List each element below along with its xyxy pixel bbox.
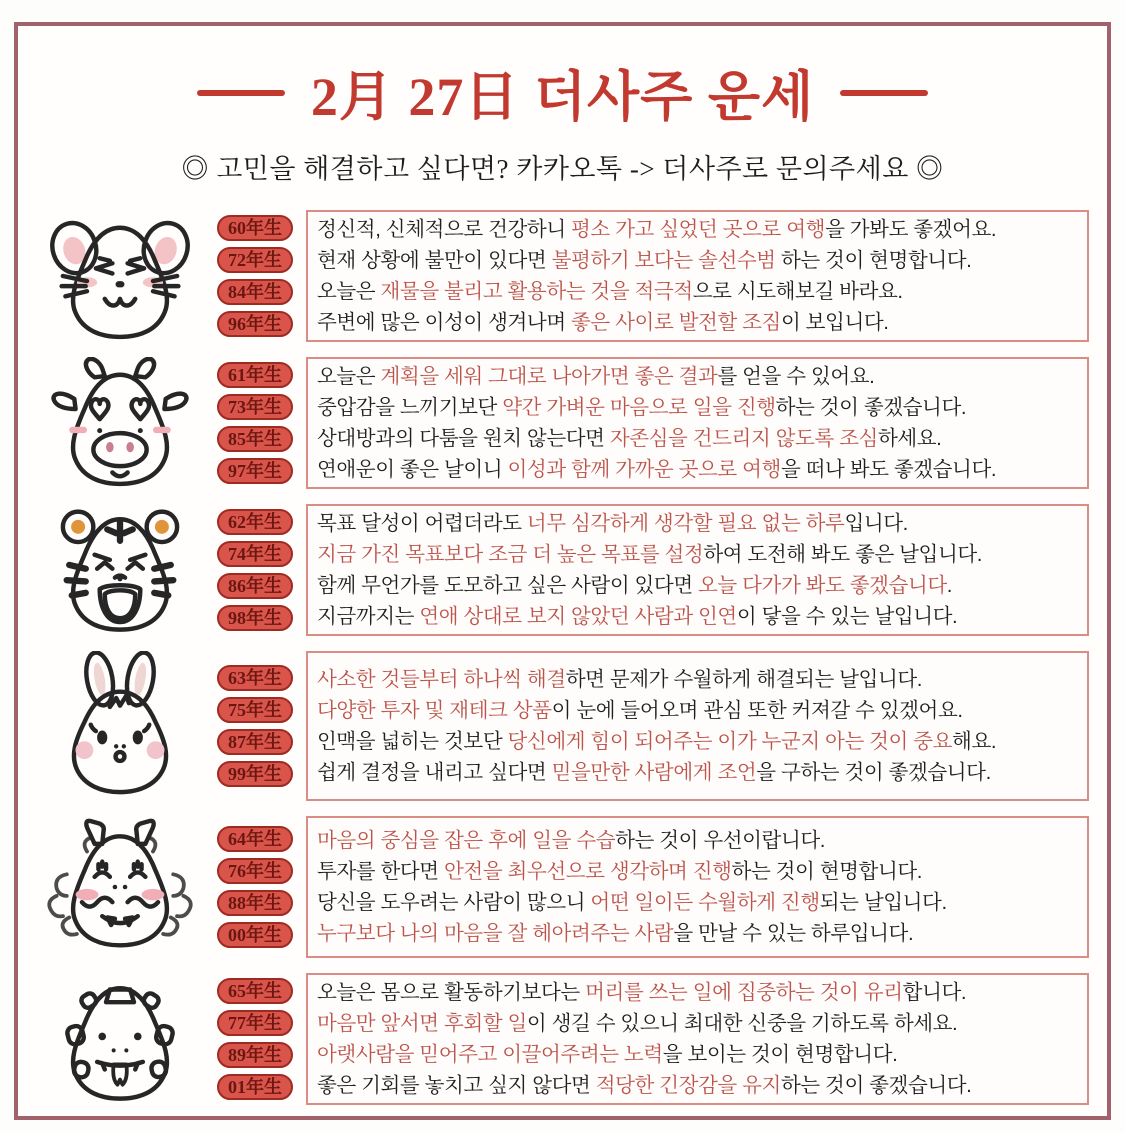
- year-badge-cell: [210, 276, 300, 308]
- fortune-text: 이 눈에 들어오며 관심 또한 커져갈 수 있겠어요.: [551, 699, 963, 722]
- fortune-text: 상대방과의 다툼을 원치 않는다면: [317, 427, 610, 450]
- fortune-line: [317, 423, 1078, 454]
- year-badge: 72年生: [217, 247, 293, 273]
- zodiac-row-snake: [36, 973, 1089, 1105]
- fortune-highlight-text: 지금 가진 목표보다 조금 더 높은 목표를 설정: [317, 543, 704, 566]
- title-dash-right: [840, 90, 928, 96]
- page-title: 2月 27日 더사주 운세: [310, 67, 815, 127]
- year-badge: 74年生: [217, 541, 293, 567]
- year-badge: 87年生: [217, 729, 293, 755]
- year-badge: 88年生: [217, 890, 293, 916]
- fortune-line: [317, 825, 1078, 856]
- fortune-text: 정신적, 신체적으로 건강하니: [317, 218, 572, 241]
- year-badge-cell: [210, 855, 300, 887]
- year-badge-cell: [210, 212, 300, 244]
- year-badge: 77年生: [217, 1010, 293, 1036]
- year-badge-cell: [210, 662, 300, 694]
- year-badge-cell: [210, 570, 300, 602]
- fortune-text: 하는 것이 좋겠습니다.: [775, 396, 967, 419]
- fortune-text: 하는 것이 좋겠습니다.: [780, 1074, 972, 1097]
- fortune-text: 하면 문제가 수월하게 해결되는 날입니다.: [565, 668, 923, 691]
- fortune-line: [317, 726, 1078, 757]
- fortune-text: 투자를 한다면: [317, 860, 445, 883]
- year-badge-cell: [210, 975, 300, 1007]
- fortune-highlight-text: 아랫사람을 믿어주고 이끌어주려는 노력: [317, 1043, 663, 1066]
- year-badges: [210, 212, 300, 340]
- fortune-highlight-text: 머리를 쓰는 일에 집중하는 것이 유리: [585, 981, 903, 1004]
- fortune-line: [317, 570, 1078, 601]
- fortune-text: 하는 것이 우선이랍니다.: [615, 829, 826, 852]
- fortune-text: 중압감을 느끼기보단: [317, 396, 503, 419]
- fortune-text: 을 떠나 봐도 좋겠습니다.: [780, 458, 997, 481]
- year-badges: [210, 975, 300, 1103]
- year-badge-cell: [210, 391, 300, 423]
- ox-icon: [36, 357, 204, 489]
- fortune-text: 오늘은 몸으로 활동하기보다는: [317, 981, 586, 1004]
- fortune-line: [317, 392, 1078, 423]
- fortune-highlight-text: 평소 가고 싶었던 곳으로 여행: [571, 218, 826, 241]
- year-badge-cell: [210, 244, 300, 276]
- fortune-highlight-text: 오늘 다가가 봐도 좋겠습니다: [698, 574, 947, 597]
- fortune-highlight-text: 마음만 앞서면 후회할 일: [317, 1012, 527, 1035]
- fortune-line: [317, 918, 1078, 949]
- fortune-line: [317, 245, 1078, 276]
- fortune-highlight-text: 너무 심각하게 생각할 필요 없는 하루: [526, 512, 845, 535]
- subtitle: ◎ 고민을 해결하고 싶다면? 카카오톡 -> 더사주로 문의주세요 ◎: [181, 154, 944, 184]
- fortune-text: 함께 무언가를 도모하고 싶은 사람이 있다면: [317, 574, 699, 597]
- fortune-text: 을 가봐도 좋겠어요.: [825, 218, 997, 241]
- fortune-rows: [30, 210, 1095, 1105]
- fortune-box: [306, 504, 1089, 636]
- year-badge: 84年生: [217, 279, 293, 305]
- year-badge-cell: [210, 455, 300, 487]
- tiger-icon: [36, 504, 204, 636]
- year-badge: 61年生: [217, 362, 293, 388]
- fortune-highlight-text: 불평하기 보다는 솔선수범: [551, 249, 776, 272]
- fortune-highlight-text: 안전을 최우선으로 생각하며 진행: [444, 860, 732, 883]
- fortune-text: 하는 것이 현명합니다.: [731, 860, 923, 883]
- year-badges: [210, 823, 300, 951]
- snake-icon: [36, 973, 204, 1105]
- fortune-text: 하세요.: [877, 427, 942, 450]
- year-badge-cell: [210, 1039, 300, 1071]
- fortune-line: [317, 601, 1078, 632]
- fortune-text: 주변에 많은 이성이 생겨나며: [317, 311, 572, 334]
- year-badge: 63年生: [217, 665, 293, 691]
- fortune-highlight-text: 계획을 세워 그대로 나아가면 좋은 결과: [380, 365, 718, 388]
- fortune-highlight-text: 누구보다 나의 마음을 잘 헤아려주는 사람: [317, 922, 674, 945]
- year-badge-cell: [210, 308, 300, 340]
- fortune-highlight-text: 마음의 중심을 잡은 후에 일을 수습: [317, 829, 616, 852]
- year-badge-cell: [210, 694, 300, 726]
- fortune-line: [317, 454, 1078, 485]
- fortune-line: [317, 1039, 1078, 1070]
- fortune-text: 쉽게 결정을 내리고 싶다면: [317, 761, 552, 784]
- fortune-line: [317, 887, 1078, 918]
- year-badge: 76年生: [217, 858, 293, 884]
- year-badge-cell: [210, 887, 300, 919]
- fortune-line: [317, 1070, 1078, 1101]
- fortune-line: [317, 276, 1078, 307]
- fortune-text: 오늘은: [317, 280, 381, 303]
- fortune-highlight-text: 재물을 불리고 활용하는 것을 적극적: [380, 280, 693, 303]
- year-badge: 60年生: [217, 215, 293, 241]
- fortune-text: 오늘은: [317, 365, 381, 388]
- fortune-line: [317, 856, 1078, 887]
- fortune-box: [306, 651, 1089, 801]
- fortune-text: 하여 도전해 봐도 좋은 날입니다.: [703, 543, 983, 566]
- fortune-line: [317, 214, 1078, 245]
- year-badges: [210, 359, 300, 487]
- year-badge: 75年生: [217, 697, 293, 723]
- fortune-highlight-text: 자존심을 건드리지 않도록 조심: [609, 427, 878, 450]
- fortune-text: 을 만날 수 있는 하루입니다.: [673, 922, 914, 945]
- fortune-text: 이 생길 수 있으니 최대한 신중을 기하도록 하세요.: [526, 1012, 958, 1035]
- year-badge-cell: [210, 538, 300, 570]
- fortune-text: 하는 것이 현명합니다.: [775, 249, 972, 272]
- rat-icon: [36, 210, 204, 342]
- year-badge: 98年生: [217, 605, 293, 631]
- year-badge: 64年生: [217, 826, 293, 852]
- fortune-text: 지금까지는: [317, 605, 420, 628]
- fortune-text: 인맥을 넓히는 것보단: [317, 730, 508, 753]
- fortune-line: [317, 664, 1078, 695]
- year-badge: 85年生: [217, 426, 293, 452]
- fortune-line: [317, 361, 1078, 392]
- zodiac-row-dragon: [36, 816, 1089, 958]
- fortune-line: [317, 1008, 1078, 1039]
- year-badge: 97年生: [217, 458, 293, 484]
- fortune-line: [317, 307, 1078, 338]
- fortune-line: [317, 508, 1078, 539]
- fortune-highlight-text: 좋은 사이로 발전할 조짐: [571, 311, 781, 334]
- fortune-line: [317, 695, 1078, 726]
- fortune-highlight-text: 다양한 투자 및 재테크 상품: [317, 699, 552, 722]
- year-badge-cell: [210, 758, 300, 790]
- year-badge: 89年生: [217, 1042, 293, 1068]
- fortune-text: 합니다.: [902, 981, 967, 1004]
- fortune-line: [317, 757, 1078, 788]
- fortune-text: 연애운이 좋은 날이니: [317, 458, 508, 481]
- year-badge-cell: [210, 1007, 300, 1039]
- dragon-icon: [36, 816, 204, 958]
- fortune-text: 이 닿을 수 있는 날입니다.: [736, 605, 958, 628]
- fortune-line: [317, 539, 1078, 570]
- fortune-box: [306, 210, 1089, 342]
- zodiac-row-ox: [36, 357, 1089, 489]
- fortune-highlight-text: 믿을만한 사람에게 조언: [551, 761, 757, 784]
- year-badges: [210, 662, 300, 790]
- year-badge: 01年生: [217, 1074, 293, 1100]
- fortune-text: 이 보입니다.: [780, 311, 889, 334]
- fortune-box: [306, 357, 1089, 489]
- fortune-highlight-text: 연애 상대로 보지 않았던 사람과 인연: [419, 605, 737, 628]
- fortune-text: 되는 날입니다.: [819, 891, 947, 914]
- fortune-text: 을 보이는 것이 현명합니다.: [662, 1043, 898, 1066]
- fortune-highlight-text: 어떤 일이든 수월하게 진행: [590, 891, 820, 914]
- year-badge-cell: [210, 919, 300, 951]
- year-badge-cell: [210, 726, 300, 758]
- fortune-text: 현재 상황에 불만이 있다면: [317, 249, 552, 272]
- year-badge: 62年生: [217, 509, 293, 535]
- year-badges: [210, 506, 300, 634]
- year-badge: 00年生: [217, 922, 293, 948]
- fortune-highlight-text: 적당한 긴장감을 유지: [595, 1074, 781, 1097]
- fortune-text: 입니다.: [844, 512, 908, 535]
- year-badge-cell: [210, 359, 300, 391]
- year-badge: 99年生: [217, 761, 293, 787]
- fortune-text: .: [946, 574, 953, 597]
- fortune-box: [306, 816, 1089, 958]
- fortune-card-frame: [14, 22, 1111, 1120]
- fortune-text: 목표 달성이 어렵더라도: [317, 512, 527, 535]
- year-badge-cell: [210, 1071, 300, 1103]
- year-badge: 96年生: [217, 311, 293, 337]
- fortune-text: 해요.: [952, 730, 997, 753]
- year-badge-cell: [210, 506, 300, 538]
- fortune-line: [317, 977, 1078, 1008]
- fortune-highlight-text: 사소한 것들부터 하나씩 해결: [317, 668, 566, 691]
- title-dash-left: [197, 90, 285, 96]
- fortune-highlight-text: 약간 가벼운 마음으로 일을 진행: [502, 396, 776, 419]
- year-badge-cell: [210, 823, 300, 855]
- zodiac-row-rat: [36, 210, 1089, 342]
- fortune-text: 을 구하는 것이 좋겠습니다.: [756, 761, 991, 784]
- year-badge: 65年生: [217, 978, 293, 1004]
- fortune-highlight-text: 이성과 함께 가까운 곳으로 여행: [507, 458, 781, 481]
- zodiac-row-tiger: [36, 504, 1089, 636]
- year-badge-cell: [210, 602, 300, 634]
- fortune-text: 으로 시도해보길 바라요.: [692, 280, 903, 303]
- fortune-box: [306, 973, 1089, 1105]
- year-badge: 86年生: [217, 573, 293, 599]
- year-badge: 73年生: [217, 394, 293, 420]
- fortune-text: 좋은 기회를 놓치고 싶지 않다면: [317, 1074, 596, 1097]
- zodiac-row-rabbit: [36, 651, 1089, 801]
- fortune-highlight-text: 당신에게 힘이 되어주는 이가 누군지 아는 것이 중요: [507, 730, 953, 753]
- fortune-text: 당신을 도우려는 사람이 많으니: [317, 891, 591, 914]
- fortune-text: 를 얻을 수 있어요.: [717, 365, 875, 388]
- rabbit-icon: [36, 651, 204, 801]
- year-badge-cell: [210, 423, 300, 455]
- title-row: [30, 54, 1095, 131]
